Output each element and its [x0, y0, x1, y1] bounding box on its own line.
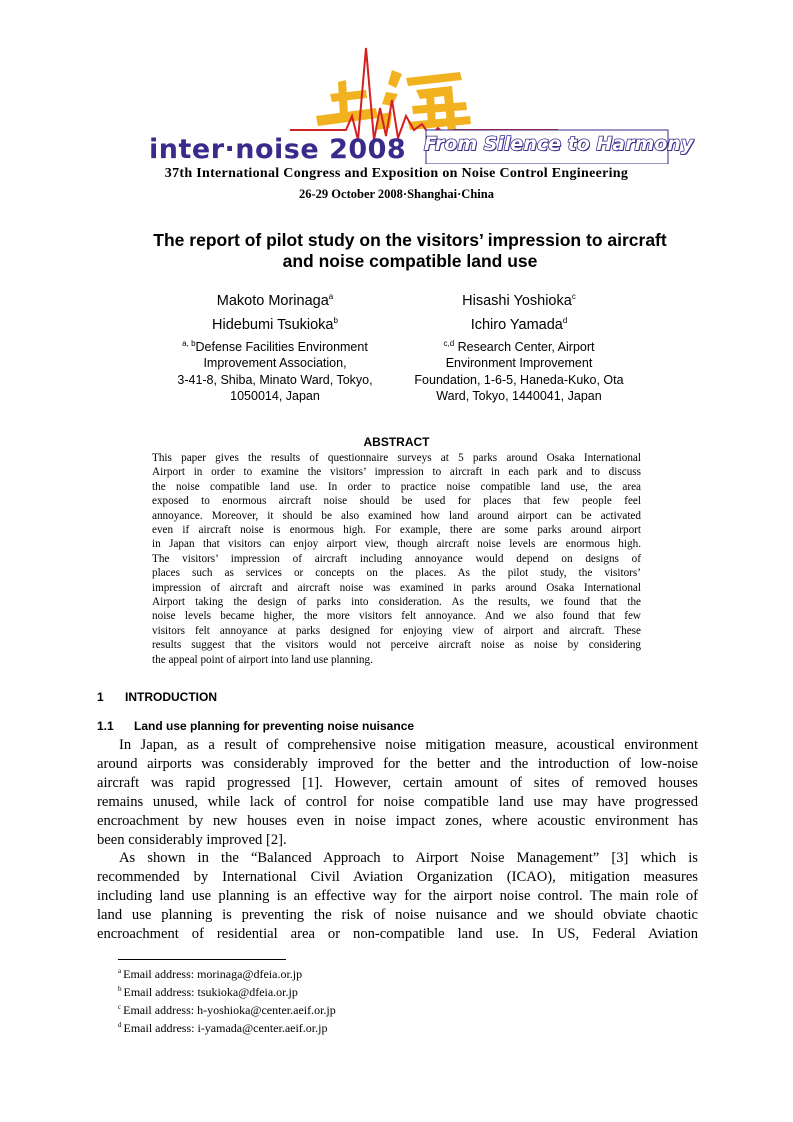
body-line: land use planning is preventing the risk of noise nuisance and we should obviate chaotic — [97, 907, 698, 924]
abstract-line: Airport in order to examine the visitors’ impression to aircraft in each park and to discuss — [152, 466, 641, 479]
section-number: 1 — [97, 690, 104, 704]
body-line: recommended by International Civil Aviation Organization (ICAO), mitigation measures — [97, 869, 698, 886]
footnote-divider — [118, 959, 286, 960]
abstract-line: The visitors’ impression of aircraft including annoyance would depend on designs of — [152, 552, 641, 565]
body-line: remains unused, while lack of control for noise compatible land use may have progressed — [97, 793, 698, 810]
body-line: In Japan, as a result of comprehensive noise mitigation measure, acoustical environment — [119, 737, 698, 753]
body-line: encroachment by new houses even in noise impact zones, where acoustic environment has — [97, 812, 698, 829]
author-name: Hidebumi Tsukioka$^b$ — [212, 315, 338, 333]
abstract-line: visitors felt annoyance at parks designed for enjoying view of airport and aircraft. These — [152, 624, 641, 637]
author-name: Hisashi Yoshioka$^c$ — [462, 292, 576, 309]
conference-logo-text: inter·noise 2008 — [149, 134, 407, 165]
footnote: $^b$ Email address: tsukioka@dfeia.or.jp — [118, 985, 298, 999]
subsection-number: 1.1 — [97, 719, 114, 733]
footnote: $^a$ Email address: morinaga@dfeia.or.jp — [118, 967, 303, 981]
abstract-line: annoyance. Moreover, it should be also examined how land around airport can be activated — [152, 509, 641, 522]
abstract-line: exposed to enormous aircraft noise should be used for places that few people feel — [152, 495, 641, 508]
body-paragraph — [97, 736, 698, 944]
abstract-line: This paper gives the results of questionnaire surveys at 5 parks around Osaka International — [152, 452, 641, 464]
author-name: Makoto Morinaga$^a$ — [216, 292, 334, 309]
abstract-line: Airport taking the design of parks into consideration. As the results, we found that the — [152, 596, 641, 609]
body-line: encroachment of residential area or non-compatible land use. In US, Federal Aviation — [97, 926, 698, 943]
abstract-line: impression of aircraft and aircraft noise was examined in parks around Osaka International — [152, 581, 641, 594]
subsection-title: Land use planning for preventing noise nuisance — [134, 719, 415, 733]
abstract-line: the noise compatible land use. In order to practice noise compatible land use, the area — [152, 480, 641, 493]
body-line: around airports was considerably improved for the better and the introduction of low-noise — [97, 755, 698, 772]
author-block-right — [404, 287, 634, 405]
section-title: INTRODUCTION — [125, 690, 217, 704]
footnote: $^d$ Email address: i-yamada@center.aeif.or.jp — [118, 1021, 328, 1035]
abstract-line: even if aircraft noise is enormous high. For example, there are some parks around airport — [152, 524, 641, 537]
author-block-left — [165, 287, 385, 405]
body-line: including land use planning is an effective way for the airport noise control. The main role of — [97, 888, 698, 905]
abstract-heading: ABSTRACT — [363, 435, 430, 449]
body-line: been considerably improved [2]. — [97, 831, 287, 848]
congress-dates-location: 26-29 October 2008·Shanghai·China — [299, 187, 494, 201]
conference-slogan: From Silence to Harmony — [424, 133, 694, 155]
footnote: $^c$ Email address: h-yoshioka@center.aeif.or.jp — [118, 1003, 336, 1017]
subsection-heading — [97, 719, 414, 733]
paper-title-line: and noise compatible land use — [282, 251, 538, 271]
section-heading — [97, 690, 217, 704]
congress-title: 37th International Congress and Exposition on Noise Control Engineering — [164, 166, 629, 181]
author-affiliation: $^{a, b}$Defense Facilities Environment Improvement Association, 3-41-8, Shiba, Minato Ward, Tokyo, 1050014, Japan — [177, 338, 373, 404]
abstract-line: places such as services or concepts on the places. As the pilot study, the visitors’ — [152, 567, 641, 580]
paper-title-line: The report of pilot study on the visitors’ impression to aircraft — [153, 230, 667, 250]
author-name: Ichiro Yamada$^d$ — [470, 315, 568, 333]
abstract-body — [152, 451, 641, 667]
body-line: As shown in the “Balanced Approach to Airport Noise Management” [3] which is — [119, 850, 698, 867]
paper-title — [110, 230, 710, 272]
author-affiliation: $^{c,d}$ Research Center, Airport Environment Improvement Foundation, 1-6-5, Haneda-Kuko, Ota Ward, Tokyo, 1440041, Japan — [414, 338, 624, 404]
shanghai-calligraphy-logo — [316, 70, 471, 132]
abstract-line: results suggest that the visitors would not perceive aircraft noise as noise by considering — [152, 639, 641, 652]
abstract-line: in Japan that visitors can enjoy airport view, though aircraft noise levels are enormous high. — [152, 538, 641, 551]
body-line: aircraft was rapid progressed [1]. However, certain amount of sites of removed houses — [97, 774, 698, 791]
abstract-line: the appeal point of airport into land use planning. — [152, 653, 373, 666]
abstract-line: noise levels became higher, the more visitors felt annoyance. And we also found that few — [152, 610, 641, 623]
footnotes — [118, 964, 336, 1036]
